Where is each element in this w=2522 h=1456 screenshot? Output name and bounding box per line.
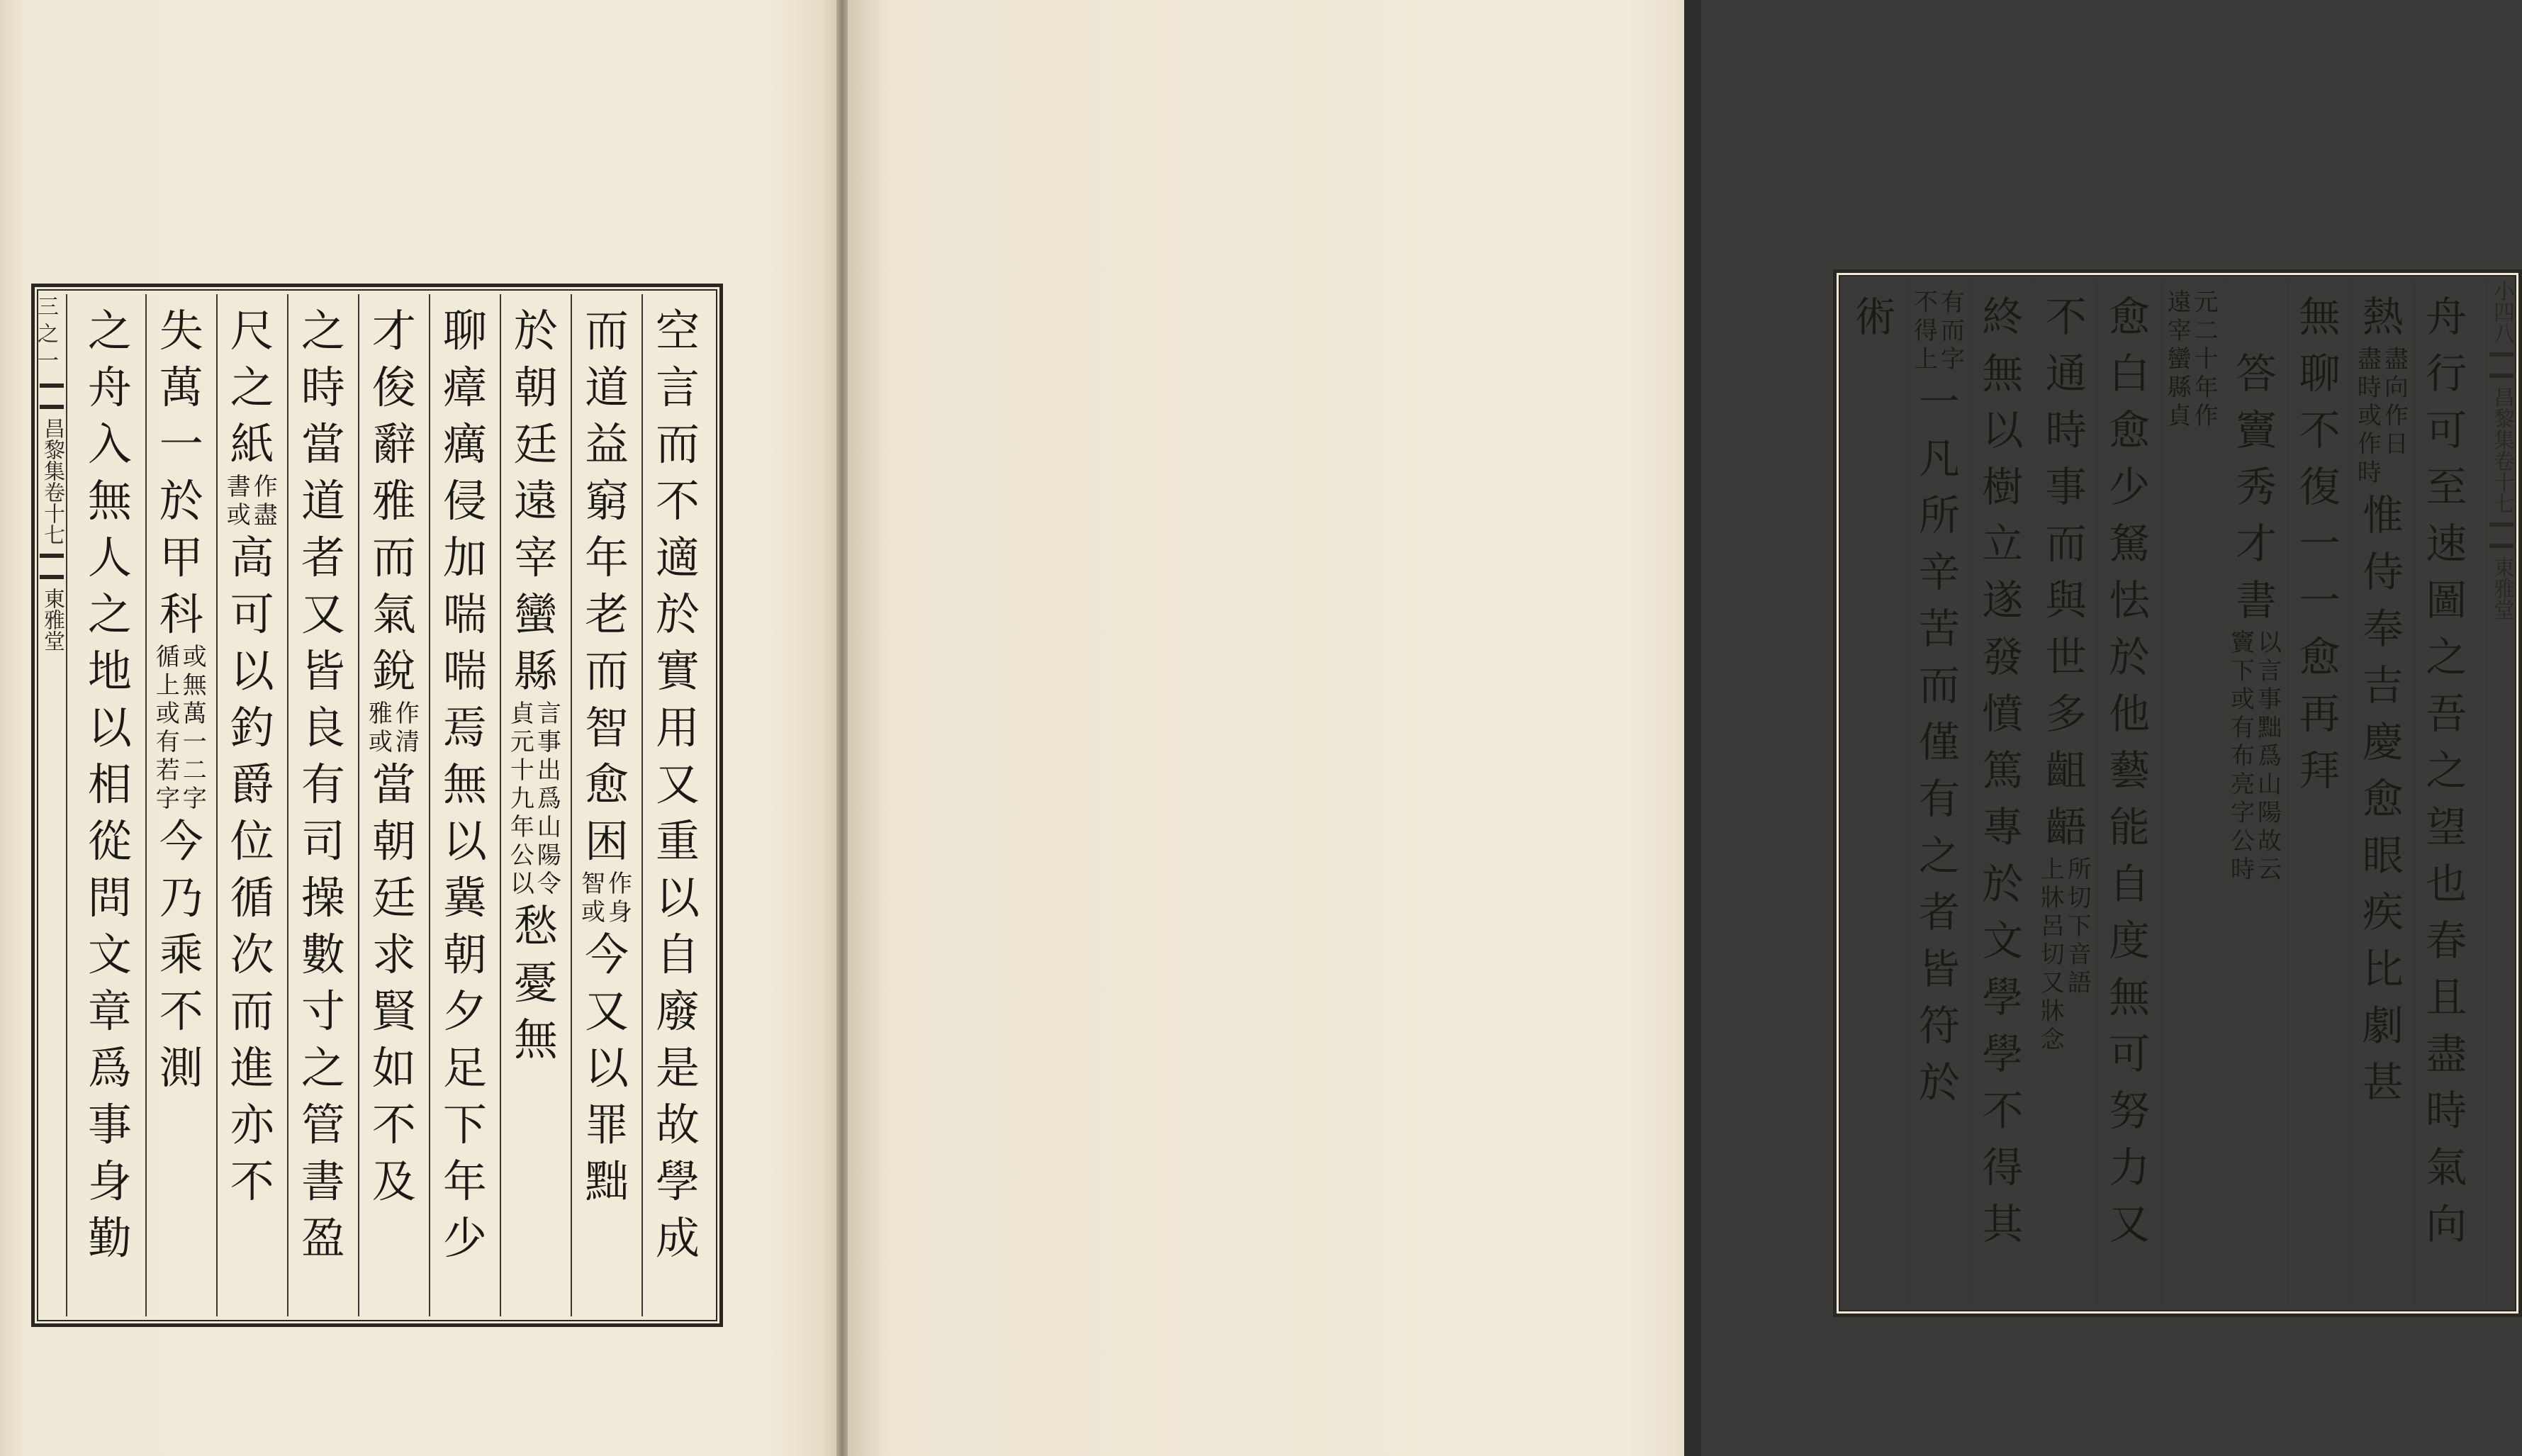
background-edge (1684, 0, 1701, 1456)
commentary-line: 言 事 出 爲 山 陽 令 (537, 700, 561, 898)
main-text-run: 終 無 以 樹 立 遂 發 憤 篤 專 於 文 學 學 不 得 其 (1982, 293, 2024, 1248)
fish-tail-mark (2489, 352, 2513, 378)
left-page (0, 0, 836, 1456)
banxin-title: 昌黎集卷十七 (2489, 386, 2514, 514)
left-text-frame (31, 284, 723, 1327)
text-column (2097, 280, 2160, 1306)
text-column (216, 294, 287, 1316)
fish-tail-mark (40, 554, 64, 579)
commentary-note (510, 700, 561, 898)
banxin-title: 昌黎集卷十七 (40, 418, 65, 545)
text-column (1907, 280, 1970, 1306)
commentary-note (2231, 629, 2282, 884)
commentary-line: 上 牀 呂 切 又 牀 念 (2040, 856, 2065, 1054)
banxin-hall-name: 東雅堂 (40, 588, 65, 651)
commentary-note (581, 870, 632, 926)
text-column (2350, 280, 2414, 1306)
commentary-note (156, 643, 207, 813)
main-text-run: 才 俊 辭 雅 而 氣 銳 (371, 305, 416, 697)
commentary-line: 作 盡 (253, 473, 278, 530)
left-banxin (38, 294, 67, 1316)
commentary-line: 盡 向 作 日 (2384, 345, 2409, 459)
text-column (358, 294, 429, 1316)
commentary-note (227, 473, 278, 530)
commentary-line: 遠 宰 蠻 縣 貞 (2167, 289, 2192, 430)
commentary-note (2041, 856, 2092, 1054)
text-column (571, 294, 641, 1316)
commentary-note (369, 700, 420, 756)
text-column (1844, 280, 1907, 1306)
main-text-run: 熱 (2362, 293, 2404, 341)
main-text-run: 一 凡 所 辛 苦 而 僅 有 之 者 皆 符 於 (1918, 378, 1960, 1107)
commentary-line: 作 身 (607, 870, 632, 926)
commentary-note (2168, 289, 2219, 430)
main-text-run: 舟 行 可 至 速 圖 之 吾 之 望 也 春 且 盡 時 氣 向 (2426, 293, 2467, 1248)
main-text-run: 答 竇 秀 才 書 (2236, 349, 2277, 625)
right-text-columns (1844, 280, 2477, 1306)
book-gutter (836, 0, 848, 1456)
commentary-line: 智 或 (581, 870, 605, 926)
main-text-run: 空 言 而 不 適 於 實 用 又 重 以 自 廢 是 故 學 成 (655, 305, 700, 1264)
main-text-run: 之 舟 入 無 人 之 地 以 相 從 問 文 章 爲 事 身 勤 (87, 305, 132, 1264)
main-text-run: 而 道 益 窮 年 老 而 智 愈 困 (584, 305, 629, 867)
commentary-line: 貞 元 十 九 年 公 以 (510, 700, 534, 898)
text-column (2160, 280, 2224, 1306)
commentary-line: 或 無 萬 一 二 字 (182, 643, 207, 813)
text-column (2287, 280, 2350, 1306)
commentary-line: 作 清 (395, 700, 420, 756)
main-text-run: 愁 憂 無 (513, 900, 558, 1065)
banxin-top-text: 小四八 (2489, 280, 2514, 344)
main-text-run: 聊 瘴 癘 侵 加 喘 喘 焉 無 以 冀 朝 夕 足 下 年 少 (442, 305, 487, 1264)
main-text-run: 高 可 以 釣 爵 位 循 次 而 進 亦 不 (230, 532, 274, 1207)
commentary-line: 以 言 事 黜 爲 山 陽 故 云 (2258, 629, 2282, 884)
commentary-line: 所 切 下 音 語 (2067, 856, 2092, 997)
text-column (287, 294, 358, 1316)
text-column (74, 294, 145, 1316)
text-column (1971, 280, 2034, 1306)
right-text-frame (1833, 269, 2522, 1317)
commentary-line: 不 得 上 (1913, 289, 1938, 374)
main-text-run: 不 通 時 事 而 與 世 多 齟 齬 (2045, 293, 2087, 851)
main-text-run: 無 聊 不 復 一 一 愈 再 拜 (2299, 293, 2341, 795)
right-banxin (2486, 280, 2516, 1306)
text-column (2034, 280, 2097, 1306)
text-column (500, 294, 571, 1316)
text-column (641, 294, 712, 1316)
commentary-note (1914, 289, 1965, 374)
commentary-line: 雅 或 (368, 700, 393, 756)
commentary-line: 盡 時 或 作 時 (2357, 345, 2382, 487)
right-page (848, 0, 2514, 1456)
banxin-top-text: 三之一 (38, 295, 59, 374)
main-text-run: 之 時 當 道 者 又 皆 良 有 司 操 數 寸 之 管 書 盈 (301, 305, 345, 1264)
banxin-hall-name: 東雅堂 (2489, 556, 2514, 620)
fish-tail-mark (2489, 522, 2513, 548)
main-text-run: 今 乃 乘 不 測 (159, 815, 203, 1094)
main-text-run: 失 萬 一 於 甲 科 (159, 305, 203, 640)
commentary-line: 元 二 十 年 作 (2194, 289, 2219, 430)
commentary-line: 竇 下 或 有 布 亮 字 公 時 (2231, 629, 2255, 884)
text-column (2224, 280, 2287, 1306)
commentary-line: 書 或 (226, 473, 251, 530)
left-text-columns (74, 294, 712, 1316)
fish-tail-mark (40, 383, 64, 409)
main-text-run: 愈 白 愈 少 駑 怯 於 他 藝 能 自 度 無 可 努 力 又 (2109, 293, 2151, 1248)
commentary-line: 循 上 或 有 若 字 (155, 643, 180, 813)
main-text-run: 尺 之 紙 (230, 305, 274, 470)
main-text-run: 當 朝 廷 求 賢 如 不 及 (371, 758, 416, 1207)
main-text-run: 今 又 以 罪 黜 (584, 929, 629, 1207)
text-column (145, 294, 216, 1316)
main-text-run: 惟 侍 奉 吉 慶 愈 眼 疾 比 劇 甚 (2362, 491, 2404, 1107)
text-column (429, 294, 500, 1316)
commentary-line: 有 而 字 (1940, 289, 1965, 374)
main-text-run: 術 (1854, 293, 1896, 341)
main-text-run: 於 朝 廷 遠 宰 蠻 縣 (513, 305, 558, 697)
text-column (2414, 280, 2477, 1306)
commentary-note (2358, 345, 2409, 487)
